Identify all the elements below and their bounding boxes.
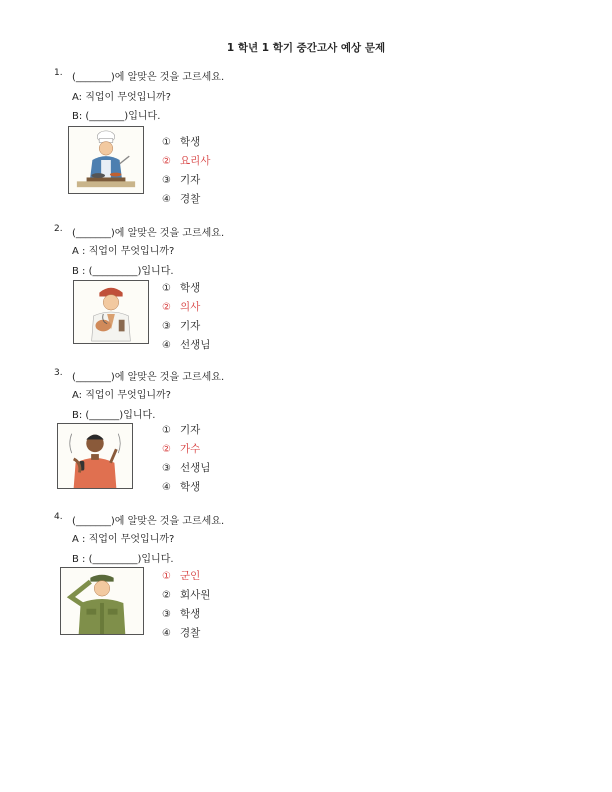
option-mark: ② [162, 444, 171, 455]
option-3[interactable] [162, 460, 210, 475]
option-2-correct[interactable] [162, 441, 200, 456]
option-4[interactable] [162, 191, 200, 206]
option-text: 경찰 [180, 627, 201, 639]
option-mark: ① [162, 425, 171, 436]
option-text: 학생 [180, 481, 201, 493]
option-mark: ④ [162, 194, 171, 205]
dialogue-line-a: A : 직업이 무엇입니까? [72, 246, 175, 257]
question-prompt: (_______)에 알맞은 것을 고르세요. [72, 72, 225, 83]
option-mark: ② [162, 156, 171, 167]
doctor-illustration [73, 280, 149, 344]
option-2-correct[interactable] [162, 153, 210, 168]
option-mark: ④ [162, 628, 171, 639]
option-text: 기자 [180, 320, 201, 332]
option-3[interactable] [162, 172, 200, 187]
option-1[interactable] [162, 134, 200, 149]
dialogue-line-a: A : 직업이 무엇입니까? [72, 534, 175, 545]
option-text: 학생 [180, 136, 201, 148]
option-text: 군인 [180, 570, 201, 582]
option-mark: ② [162, 590, 171, 601]
dialogue-line-b: B : (_________)입니다. [72, 266, 174, 277]
singer-illustration [57, 423, 133, 489]
option-mark: ① [162, 283, 171, 294]
option-4[interactable] [162, 625, 200, 640]
question-prompt: (_______)에 알맞은 것을 고르세요. [72, 228, 225, 239]
option-text: 요리사 [180, 155, 211, 167]
option-mark: ② [162, 302, 171, 313]
question-number: 4. [54, 512, 63, 522]
question-prompt: (_______)에 알맞은 것을 고르세요. [72, 516, 225, 527]
option-mark: ④ [162, 340, 171, 351]
option-text: 기자 [180, 424, 201, 436]
option-text: 학생 [180, 282, 201, 294]
option-4[interactable] [162, 337, 210, 352]
option-mark: ③ [162, 609, 171, 620]
page-title: 1 학년 1 학기 중간고사 예상 문제 [226, 42, 386, 54]
option-text: 선생님 [180, 339, 211, 351]
soldier-illustration [60, 567, 144, 635]
option-mark: ④ [162, 482, 171, 493]
option-text: 기자 [180, 174, 201, 186]
option-1-correct[interactable] [162, 568, 200, 583]
cook-illustration [68, 126, 144, 194]
option-1[interactable] [162, 280, 200, 295]
option-4[interactable] [162, 479, 200, 494]
question-number: 3. [54, 368, 63, 378]
question-number: 2. [54, 224, 63, 234]
dialogue-line-b: B: (_______)입니다. [72, 111, 161, 122]
option-3[interactable] [162, 318, 200, 333]
option-text: 선생님 [180, 462, 211, 474]
option-1[interactable] [162, 422, 200, 437]
option-2[interactable] [162, 587, 210, 602]
option-mark: ③ [162, 463, 171, 474]
option-text: 경찰 [180, 193, 201, 205]
option-mark: ① [162, 571, 171, 582]
option-text: 가수 [180, 443, 201, 455]
question-prompt: (_______)에 알맞은 것을 고르세요. [72, 372, 225, 383]
option-text: 학생 [180, 608, 201, 620]
dialogue-line-b: B: (______)입니다. [72, 410, 156, 421]
dialogue-line-a: A: 직업이 무엇입니까? [72, 92, 171, 103]
option-text: 의사 [180, 301, 201, 313]
question-number: 1. [54, 68, 63, 78]
dialogue-line-b: B : (_________)입니다. [72, 554, 174, 565]
option-3[interactable] [162, 606, 200, 621]
option-mark: ③ [162, 175, 171, 186]
option-mark: ① [162, 137, 171, 148]
option-mark: ③ [162, 321, 171, 332]
dialogue-line-a: A: 직업이 무엇입니까? [72, 390, 171, 401]
option-text: 회사원 [180, 589, 211, 601]
option-2-correct[interactable] [162, 299, 200, 314]
